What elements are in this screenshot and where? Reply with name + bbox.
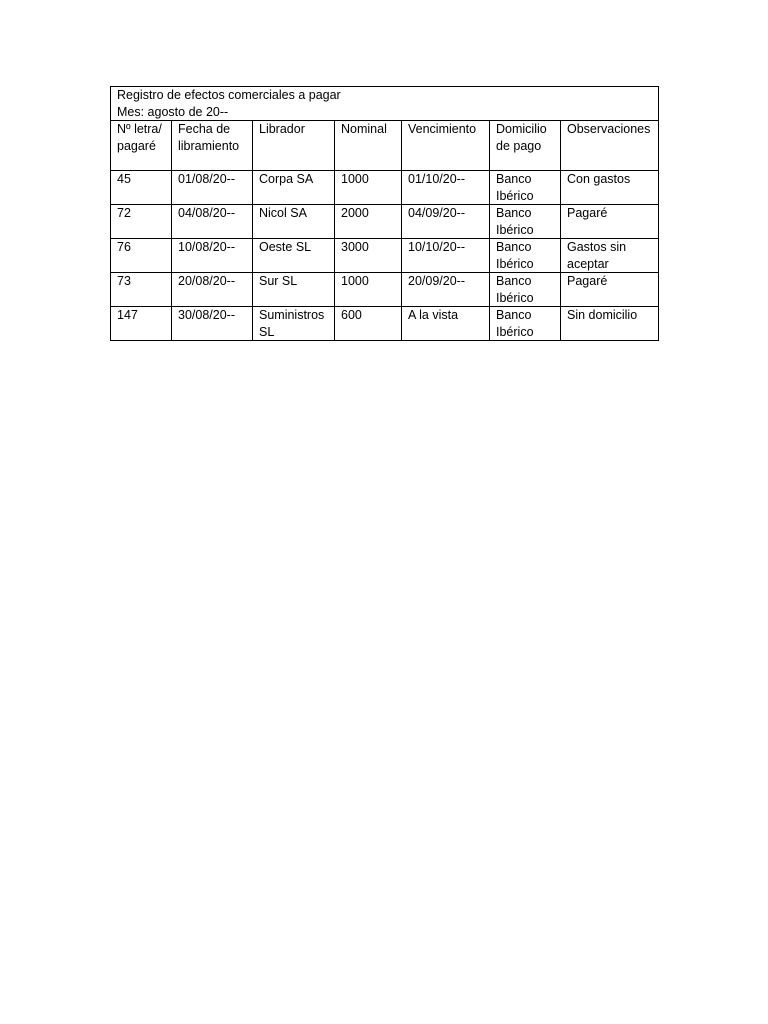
cell-observations: Con gastos — [561, 171, 659, 205]
cell-observations: Pagaré — [561, 273, 659, 307]
register-title: Registro de efectos comerciales a pagar — [117, 88, 341, 102]
cell-due-date: 10/10/20-- — [402, 239, 490, 273]
cell-drawer: Sur SL — [253, 273, 335, 307]
cell-drawer: Suministros SL — [253, 307, 335, 341]
cell-observations: Sin domicilio — [561, 307, 659, 341]
cell-due-date: 20/09/20-- — [402, 273, 490, 307]
header-observations: Observaciones — [561, 121, 659, 171]
cell-number: 72 — [111, 205, 172, 239]
cell-number: 76 — [111, 239, 172, 273]
table-row — [111, 205, 659, 239]
cell-nominal: 1000 — [335, 171, 402, 205]
cell-nominal: 600 — [335, 307, 402, 341]
cell-issue-date: 30/08/20-- — [172, 307, 253, 341]
cell-number: 45 — [111, 171, 172, 205]
cell-issue-date: 20/08/20-- — [172, 273, 253, 307]
cell-issue-date: 10/08/20-- — [172, 239, 253, 273]
header-issue-date: Fecha de libramiento — [172, 121, 253, 171]
table-row — [111, 273, 659, 307]
cell-observations: Pagaré — [561, 205, 659, 239]
cell-number: 73 — [111, 273, 172, 307]
cell-due-date: 04/09/20-- — [402, 205, 490, 239]
cell-nominal: 3000 — [335, 239, 402, 273]
effects-register-table — [110, 86, 659, 341]
cell-number: 147 — [111, 307, 172, 341]
table-row — [111, 307, 659, 341]
cell-due-date: 01/10/20-- — [402, 171, 490, 205]
cell-payment-address: Banco Ibérico — [490, 239, 561, 273]
cell-drawer: Nicol SA — [253, 205, 335, 239]
header-number: Nº letra/ pagaré — [111, 121, 172, 171]
cell-drawer: Corpa SA — [253, 171, 335, 205]
cell-payment-address: Banco Ibérico — [490, 307, 561, 341]
table-row — [111, 171, 659, 205]
cell-payment-address: Banco Ibérico — [490, 171, 561, 205]
title-row — [111, 87, 659, 121]
cell-observations: Gastos sin aceptar — [561, 239, 659, 273]
header-nominal: Nominal — [335, 121, 402, 171]
title-cell — [111, 87, 659, 121]
header-due-date: Vencimiento — [402, 121, 490, 171]
header-drawer: Librador — [253, 121, 335, 171]
cell-nominal: 2000 — [335, 205, 402, 239]
header-row — [111, 121, 659, 171]
cell-drawer: Oeste SL — [253, 239, 335, 273]
table-row — [111, 239, 659, 273]
register-month: Mes: agosto de 20-- — [117, 104, 229, 119]
cell-issue-date: 01/08/20-- — [172, 171, 253, 205]
cell-due-date: A la vista — [402, 307, 490, 341]
header-payment-address: Domicilio de pago — [490, 121, 561, 171]
cell-nominal: 1000 — [335, 273, 402, 307]
cell-payment-address: Banco Ibérico — [490, 205, 561, 239]
cell-issue-date: 04/08/20-- — [172, 205, 253, 239]
cell-payment-address: Banco Ibérico — [490, 273, 561, 307]
